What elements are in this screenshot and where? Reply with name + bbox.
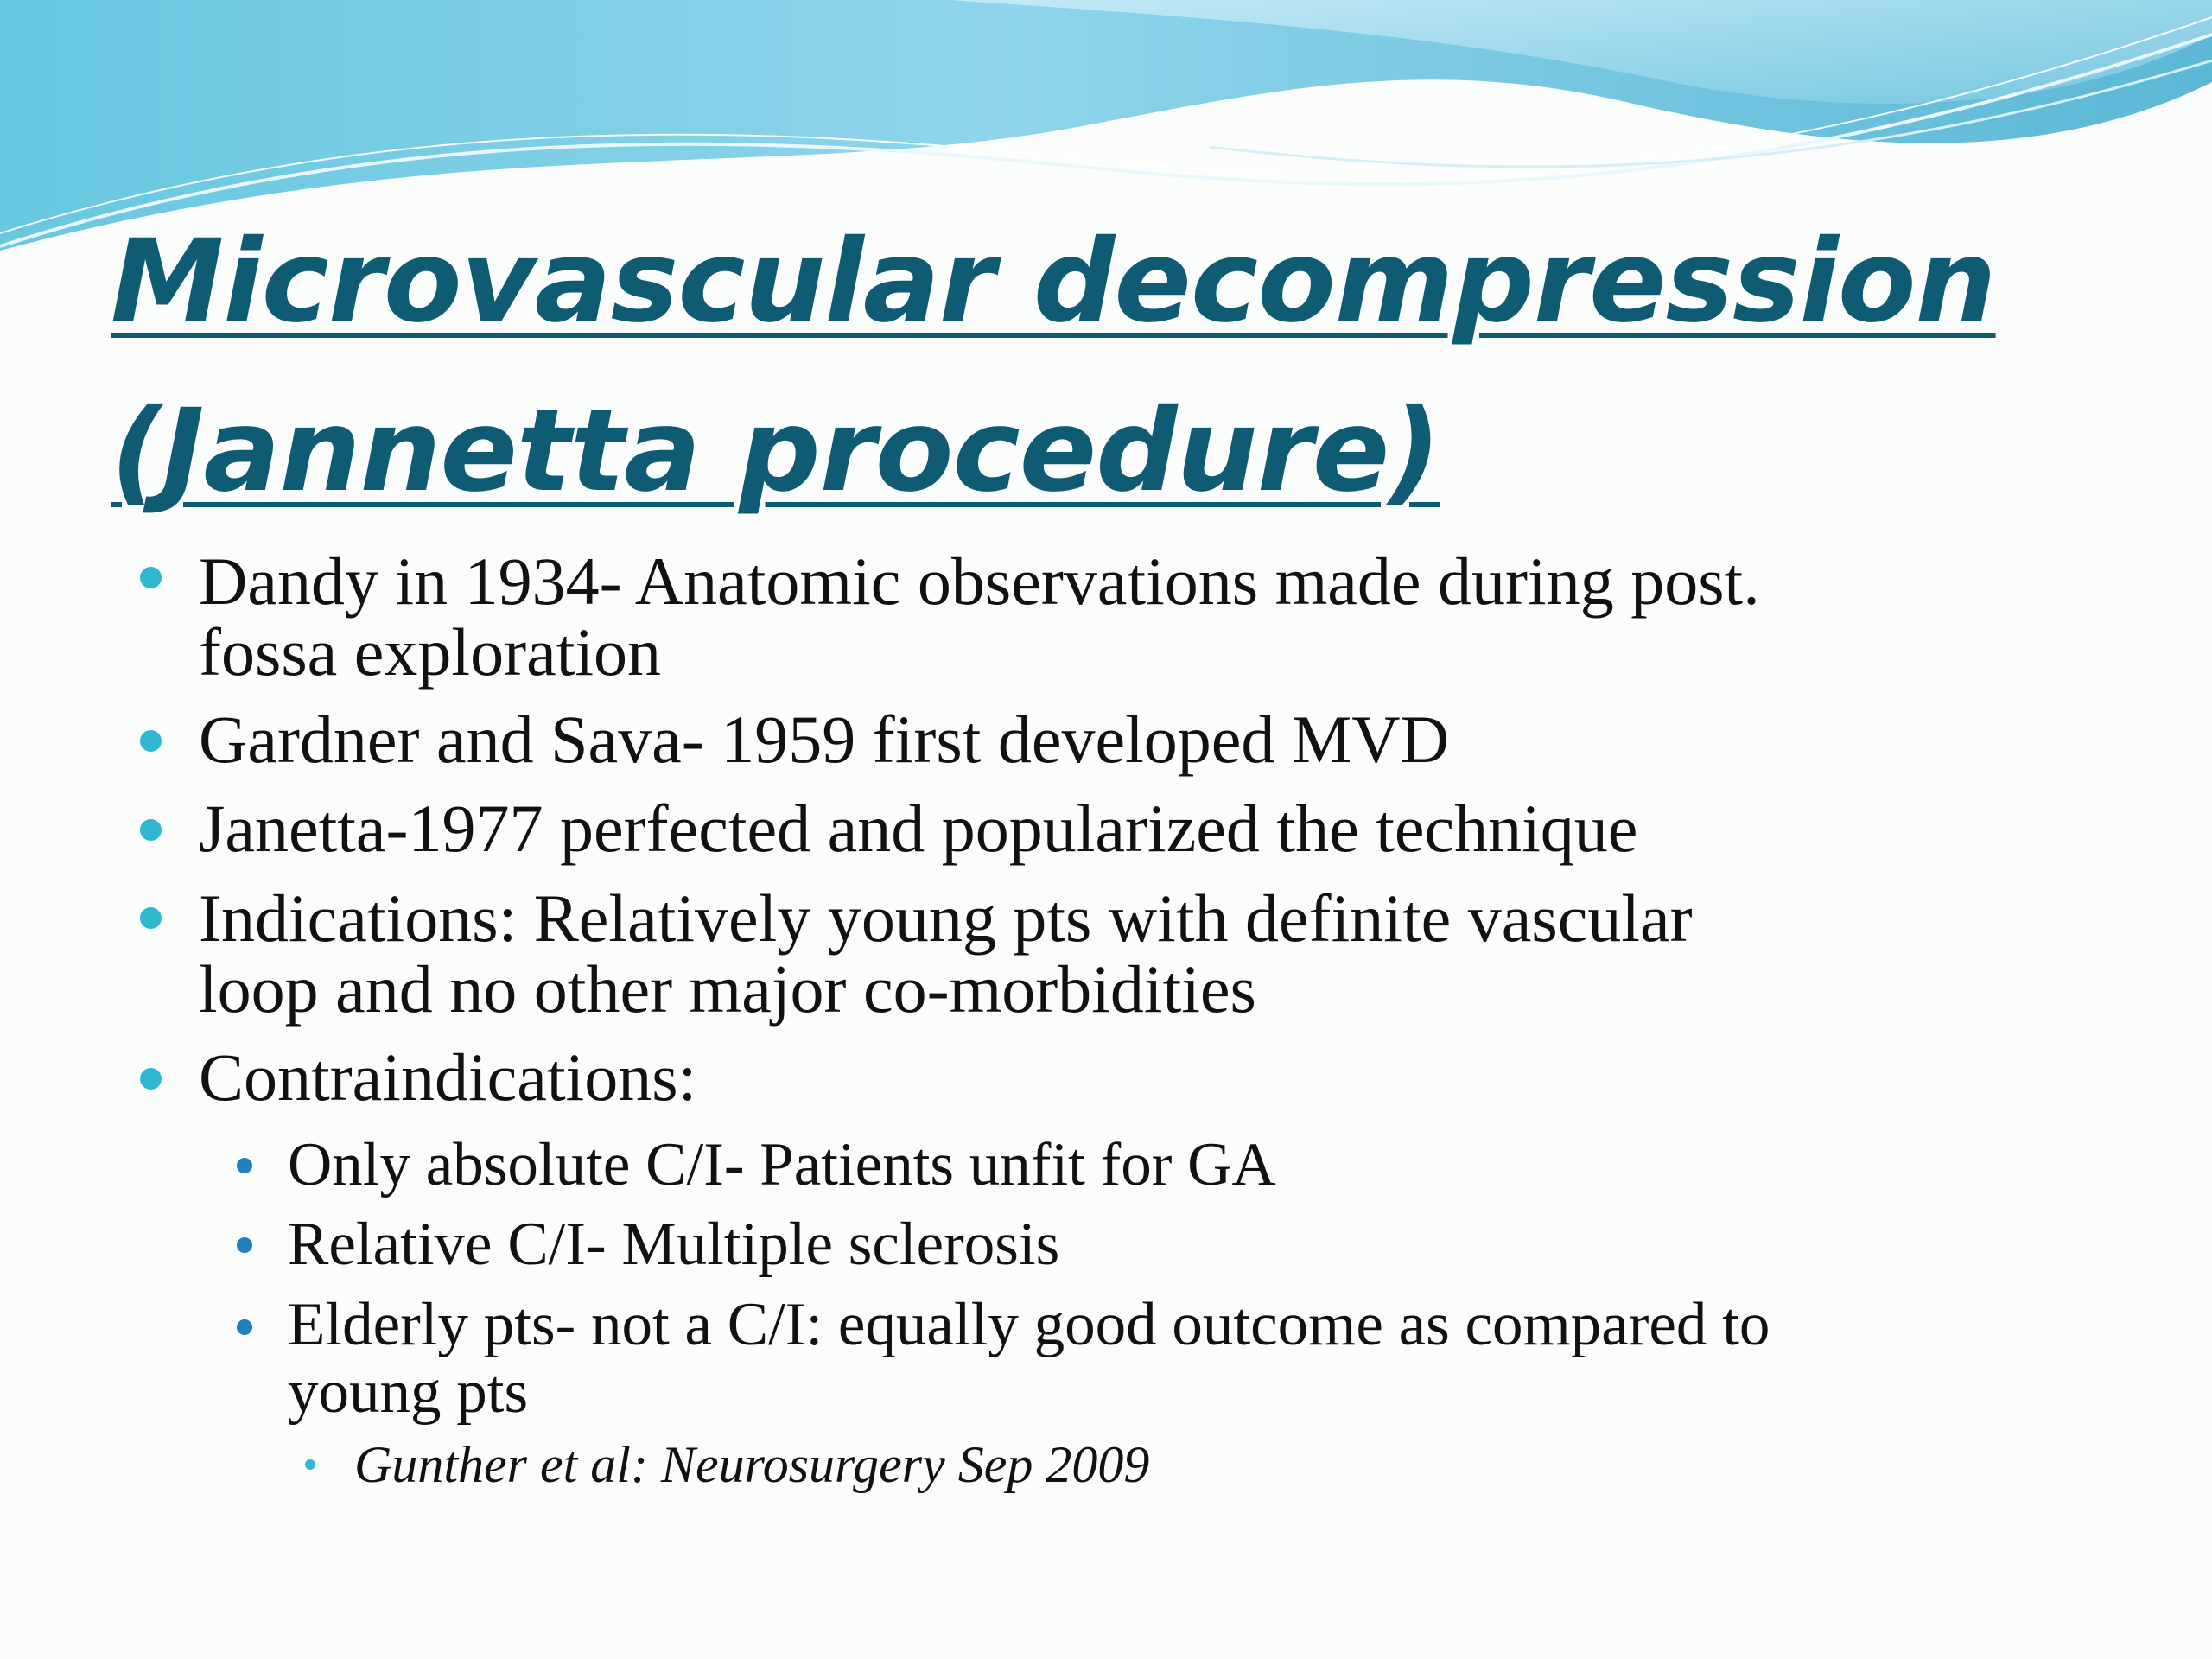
bullet-text-line: loop and no other major co-morbidities bbox=[199, 951, 1256, 1027]
sub-bullet-item bbox=[288, 1131, 1276, 1198]
bullet-icon bbox=[140, 819, 162, 841]
citation-text: Gunther et al: Neurosurgery Sep 2009 bbox=[354, 1436, 1150, 1493]
bullet-text-line: fossa exploration bbox=[199, 614, 662, 690]
slide-title-line-2: (Jannetta procedure) bbox=[111, 385, 1440, 518]
sub-bullet-item bbox=[288, 1291, 1770, 1426]
bullet-icon bbox=[140, 567, 162, 588]
bullet-icon bbox=[140, 907, 162, 929]
bullet-icon bbox=[140, 730, 162, 752]
bullet-icon bbox=[140, 1068, 162, 1090]
sub-bullet-icon bbox=[237, 1158, 252, 1173]
sub-sub-bullet-icon bbox=[305, 1459, 315, 1470]
citation-item bbox=[354, 1436, 1149, 1493]
slide-title-line-1: Microvascular decompression bbox=[111, 215, 1996, 348]
sub-bullet-icon bbox=[237, 1319, 252, 1335]
bullet-item bbox=[199, 543, 1760, 690]
bullet-item bbox=[199, 1039, 697, 1115]
bullet-item bbox=[199, 793, 1637, 864]
bullet-text-line: Elderly pts- not a C/I: equally good outcome as compared to bbox=[288, 1291, 1770, 1358]
bullet-item bbox=[199, 704, 1449, 775]
bullet-text-line: Janetta-1977 perfected and popularized the technique bbox=[199, 791, 1638, 866]
bullet-item bbox=[199, 880, 1693, 1027]
bullet-text-line: Only absolute C/I- Patients unfit for GA bbox=[288, 1131, 1276, 1198]
slide-title bbox=[111, 197, 1996, 536]
sub-bullet-item bbox=[288, 1211, 1059, 1278]
bullet-text-line: young pts bbox=[288, 1358, 529, 1426]
bullet-text-line: Contraindications: bbox=[199, 1039, 697, 1115]
bullet-text-line: Relative C/I- Multiple sclerosis bbox=[288, 1211, 1060, 1278]
bullet-text-line: Dandy in 1934- Anatomic observations made during post. bbox=[199, 543, 1760, 619]
bullet-text-line: Gardner and Sava- 1959 first developed MVD bbox=[199, 702, 1449, 777]
sub-bullet-icon bbox=[237, 1237, 252, 1253]
bullet-text-line: Indications: Relatively young pts with definite vascular bbox=[199, 880, 1693, 956]
